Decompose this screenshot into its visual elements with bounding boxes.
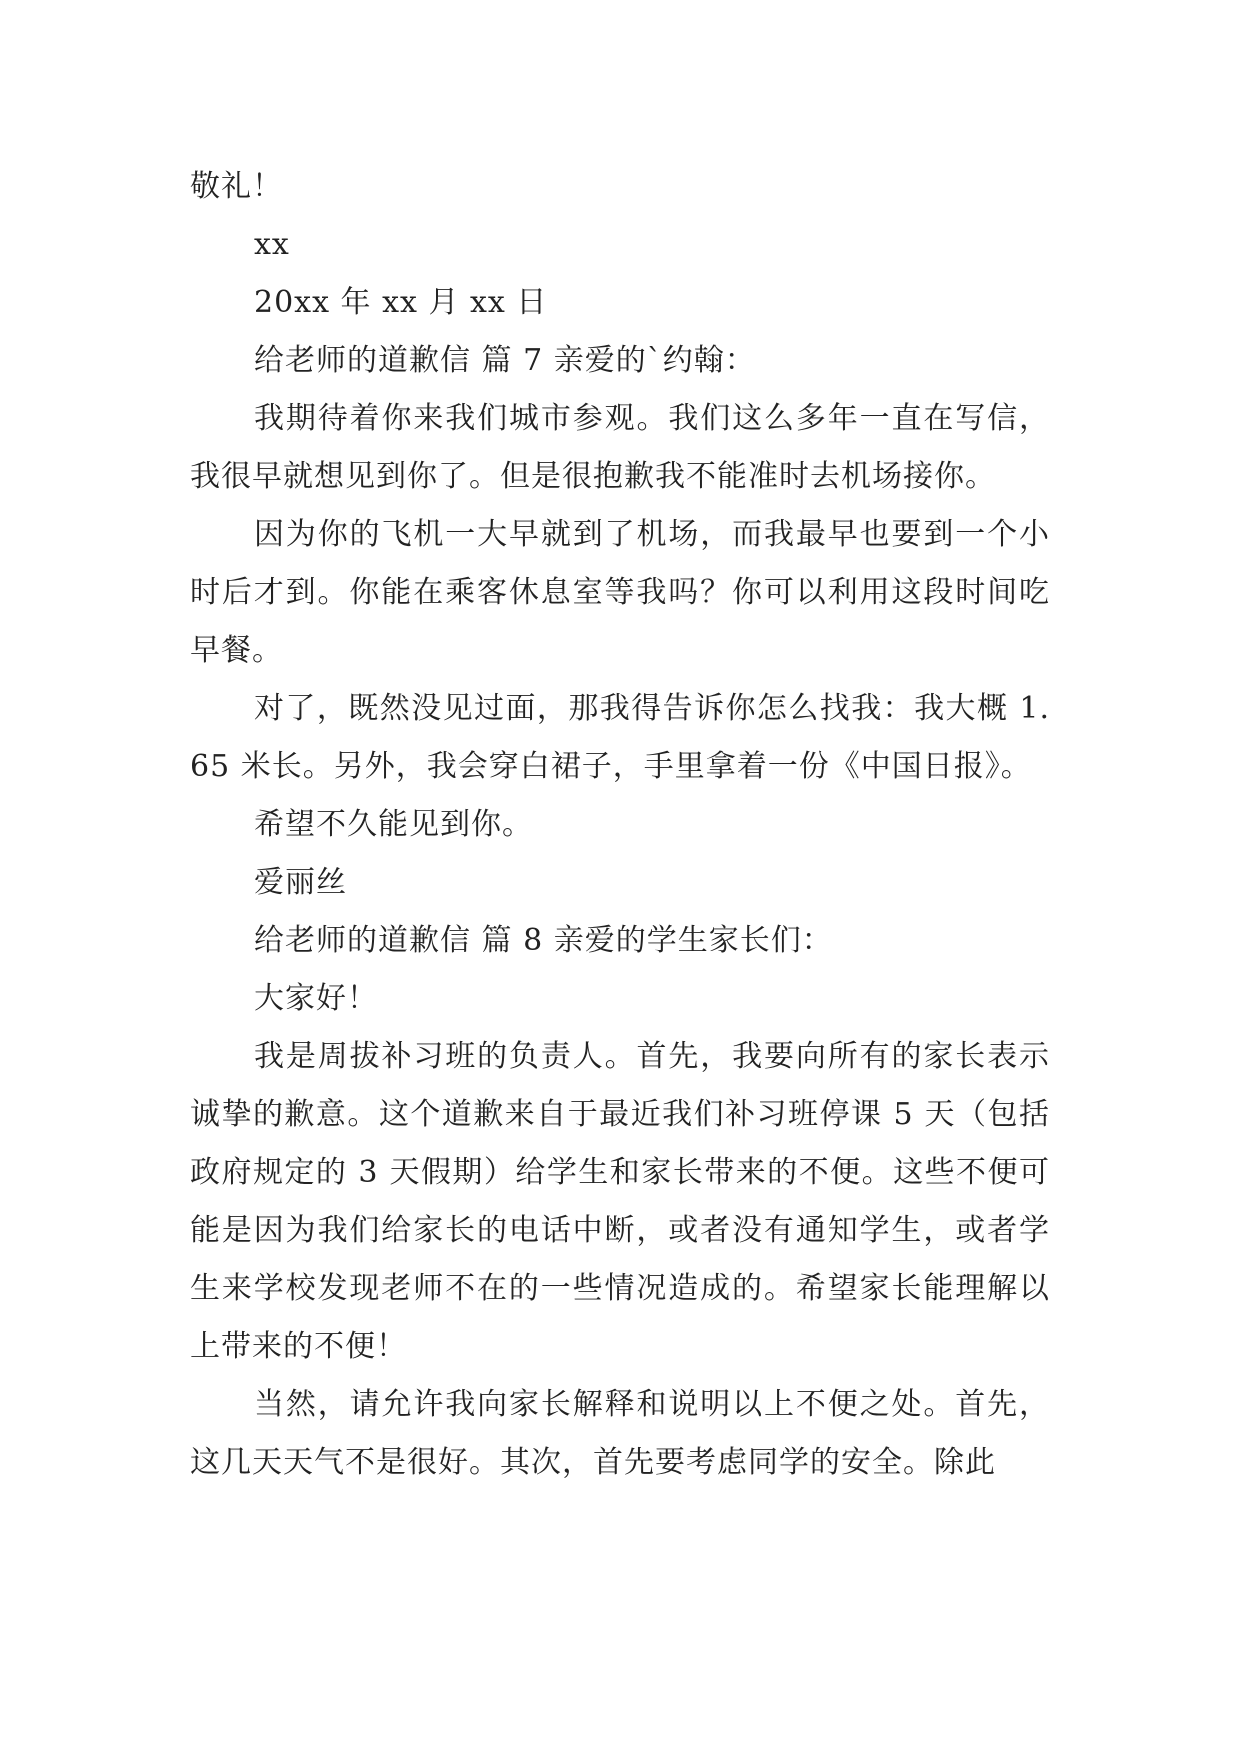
letter-8-paragraph-2: 当然，请允许我向家长解释和说明以上不便之处。首先，这几天天气不是很好。其次，首先要考虑同学的安全。除此 [190,1387,1050,1480]
letter-7-signature: 爱丽丝 [254,865,347,900]
letter-7-paragraph-3: 对了，既然没见过面，那我得告诉你怎么找我：我大概 1.65 米长。另外，我会穿白裙子，手里拿着一份《中国日报》。 [190,691,1050,784]
letter-8-header: 给老师的道歉信 篇 8 亲爱的学生家长们： [254,923,833,958]
signature-date: 20xx 年 xx 月 xx 日 [254,285,548,320]
letter-7-paragraph-1: 我期待着你来我们城市参观。我们这么多年一直在写信，我很早就想见到你了。但是很抱歉我不能准时去机场接你。 [190,401,1050,494]
letter-7-paragraph-2: 因为你的飞机一大早就到了机场，而我最早也要到一个小时后才到。你能在乘客休息室等我吗？你可以利用这段时间吃早餐。 [190,517,1050,668]
letter-8-paragraph-1: 我是周拔补习班的负责人。首先，我要向所有的家长表示诚挚的歉意。这个道歉来自于最近我们补习班停课 5 天（包括政府规定的 3 天假期）给学生和家长带来的不便。这些不便可能是因为我们给家长的电话中断，或者没有通知学生，或者学生来学校发现老师不在的一些情况造成的。希望家长能理解以上带来的不便！ [190,1039,1050,1364]
document-body [190,158,1050,1492]
signature-name: xx [254,227,290,262]
letter-7-paragraph-4: 希望不久能见到你。 [254,807,533,842]
letter-7-header: 给老师的道歉信 篇 7 亲爱的`约翰： [254,343,756,378]
closing-salutation: 敬礼！ [190,169,283,204]
letter-8-greeting: 大家好！ [254,981,378,1016]
